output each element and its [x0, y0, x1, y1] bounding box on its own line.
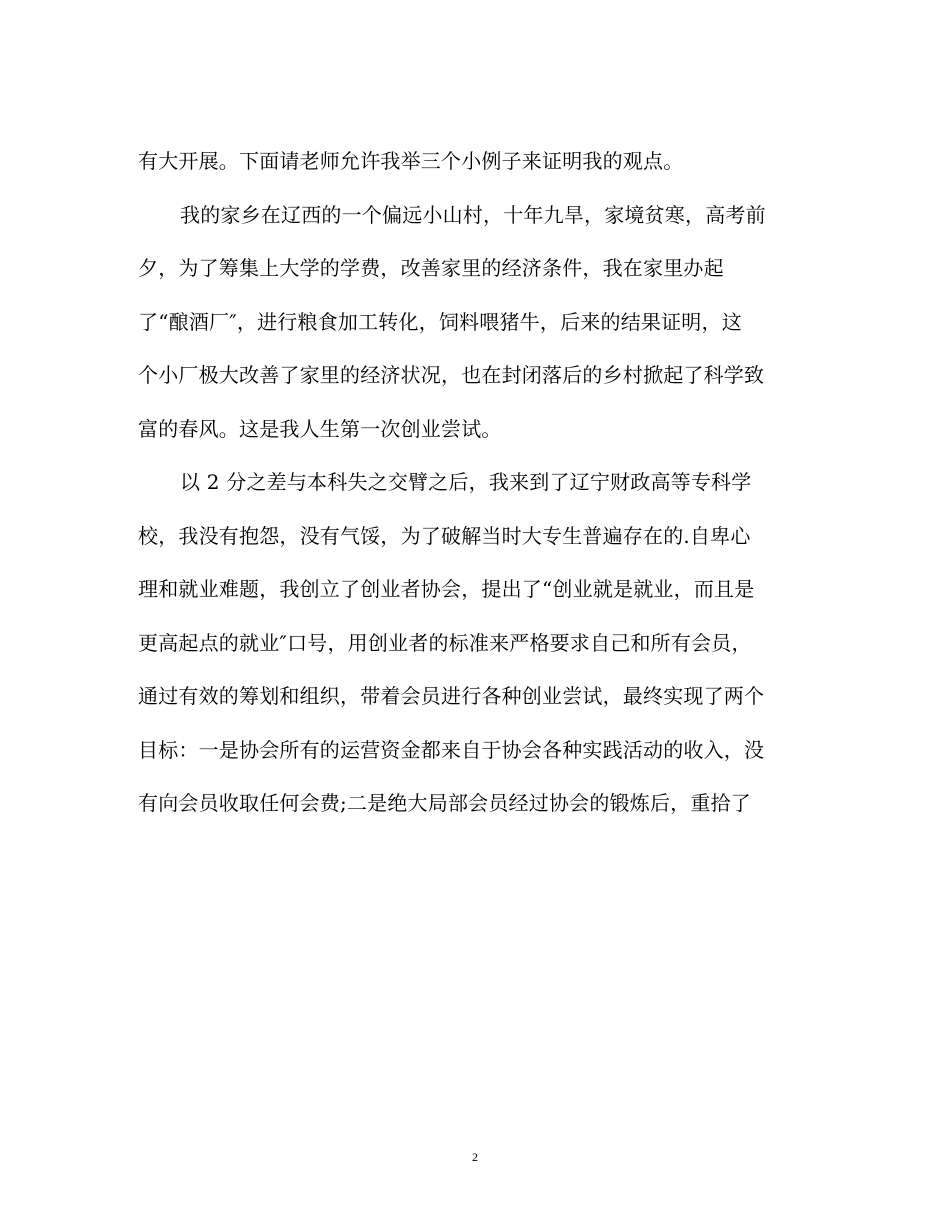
text-line: 通过有效的筹划和组织，带着会员进行各种创业尝试，最终实现了两个 [138, 684, 765, 708]
text-line: 个小厂极大改善了家里的经济状况，也在封闭落后的乡村掀起了科学致 [138, 363, 765, 387]
text-line: 了“酿酒厂″，进行粮食加工转化，饲料喂猪牛，后来的结果证明，这 [138, 309, 742, 334]
text-line: 有大开展。下面请老师允许我举三个小例子来证明我的观点。 [138, 149, 684, 173]
text-line: 富的春风。这是我人生第一次创业尝试。 [138, 416, 502, 441]
text-line: 理和就业难题，我创立了创业者协会，提出了“创业就是就业，而且是 [138, 577, 755, 601]
paragraph-start-line: 我的家乡在辽西的一个偏远小山村，十年九旱，家境贫寒，高考前 [180, 202, 766, 227]
text-line: 更高起点的就业″口号，用创业者的标准来严格要求自己和所有会员， [138, 630, 752, 655]
paragraph-start-line: 以 2 分之差与本科失之交臂之后，我来到了辽宁财政高等专科学 [180, 470, 752, 494]
text-line: 校，我没有抱怨，没有气馁，为了破解当时大专生普遍存在的.自卑心 [138, 523, 751, 548]
text-line: 夕，为了筹集上大学的学费，改善家里的经济条件，我在家里办起 [138, 256, 724, 280]
body-text [138, 135, 818, 831]
page-number: 2 [472, 1150, 478, 1164]
text-line: 有向会员收取任何会费;二是绝大局部会员经过协会的锻炼后，重拾了 [138, 791, 751, 815]
text-line: 目标：一是协会所有的运营资金都来自于协会各种实践活动的收入，没 [138, 737, 765, 762]
